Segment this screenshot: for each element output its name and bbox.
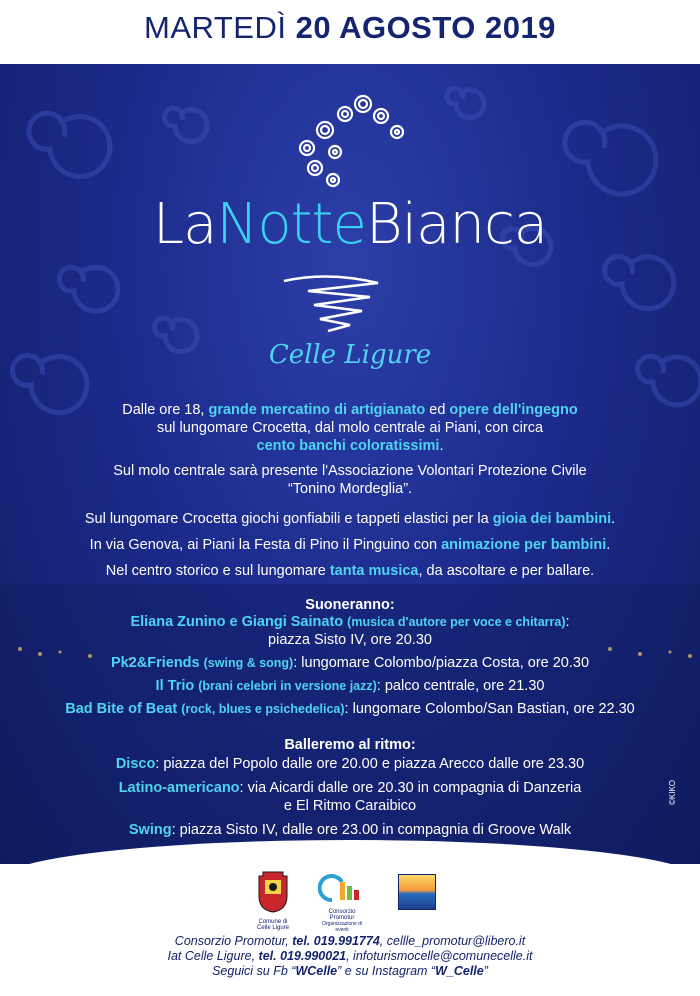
intro-paragraph-1 xyxy=(0,401,700,455)
dance-item xyxy=(0,779,700,815)
intro-text: ed xyxy=(425,402,450,418)
dance-item xyxy=(0,821,700,839)
intro-text: . xyxy=(611,511,616,527)
intro-text: Sul molo centrale sarà presente l'Associazione Volontari Protezione Civile xyxy=(113,463,587,479)
main-panel xyxy=(0,64,700,864)
comune-crest xyxy=(255,870,291,931)
photo-credit: ©KIKO xyxy=(668,779,677,805)
artist-name: Pk2&Friends xyxy=(110,655,200,671)
contact-email: , cellle_promotur@libero.it xyxy=(379,934,526,948)
artist-genre: (swing & song) xyxy=(203,656,294,670)
highlight-text: animazione per bambini xyxy=(441,537,607,553)
intro-text: . xyxy=(606,537,611,553)
dance-venue: : via Aicardi dalle ore 20.30 in compagnia di Danzeria xyxy=(239,780,582,796)
social-text: ” xyxy=(483,964,488,978)
music-heading: Suoneranno: xyxy=(305,597,395,613)
artist-genre: (rock, blues e psichedelica) xyxy=(181,702,345,716)
contact-text: Consorzio Promotur, xyxy=(174,934,293,948)
artist-name: Eliana Zunino e Giangi Sainato xyxy=(130,614,344,630)
separator: : xyxy=(376,678,381,694)
intro-paragraph-5 xyxy=(0,562,700,580)
crest-icon xyxy=(255,870,291,914)
contact-line-2 xyxy=(0,949,700,964)
harbour-picture-logo xyxy=(398,874,436,910)
highlight-text: cento banchi coloratissimi xyxy=(256,438,440,454)
contact-email: , infoturismocelle@comunecelle.it xyxy=(346,949,533,963)
dance-style: Disco xyxy=(115,756,156,772)
highlight-text: opere dell'ingegno xyxy=(449,402,578,418)
dance-heading: Balleremo al ritmo: xyxy=(284,737,416,753)
intro-text: Dalle ore 18, xyxy=(122,402,209,418)
social-line xyxy=(0,964,700,979)
dance-style: Swing xyxy=(128,822,172,838)
title-notte: Notte xyxy=(216,192,366,257)
music-item xyxy=(0,654,700,672)
social-text: ” e su Instagram “ xyxy=(337,964,436,978)
separator: : xyxy=(565,614,570,630)
dance-venue: : piazza Sisto IV, dalle ore 23.00 in compagnia di Groove Walk xyxy=(171,822,572,838)
title-bianca: Bianca xyxy=(365,192,548,257)
date-day: 20 AGOSTO 2019 xyxy=(295,10,556,45)
artist-venue: lungomare Colombo/piazza Costa, ore 20.30 xyxy=(297,655,590,671)
consorzio-logo xyxy=(318,874,366,933)
dance-venue: e El Ritmo Caraibico xyxy=(283,798,417,814)
artist-venue: palco centrale, ore 21.30 xyxy=(380,678,545,694)
instagram-handle: W_Celle xyxy=(435,964,484,978)
intro-paragraph-4 xyxy=(0,536,700,554)
facebook-handle: WCelle xyxy=(295,964,338,978)
artist-venue: lungomare Colombo/San Bastian, ore 22.30 xyxy=(348,701,635,717)
highlight-text: gioia dei bambini xyxy=(492,511,612,527)
music-item xyxy=(0,677,700,695)
consorzio-caption: Consorzio Promotur xyxy=(328,909,356,921)
intro-paragraph-2 xyxy=(0,462,700,498)
title-la: La xyxy=(152,192,217,257)
separator: : xyxy=(344,701,349,717)
contact-text: Iat Celle Ligure, xyxy=(167,949,259,963)
event-title xyxy=(0,192,700,257)
music-item xyxy=(0,613,700,649)
consorzio-subcaption: Organizzazione di eventi xyxy=(321,921,363,933)
artist-venue: piazza Sisto IV, ore 20.30 xyxy=(268,632,432,648)
date-weekday: MARTEDÌ xyxy=(144,10,287,45)
promotur-icon xyxy=(318,874,366,904)
intro-paragraph-3 xyxy=(0,510,700,528)
sponsor-logos xyxy=(0,870,700,940)
highlight-text: tanta musica xyxy=(329,563,419,579)
intro-text: Sul lungomare Crocetta giochi gonfiabili e tappeti elastici per la xyxy=(84,511,493,527)
artist-genre: (brani celebri in versione jazz) xyxy=(198,679,377,693)
artist-name: Il Trio xyxy=(155,678,195,694)
date-header xyxy=(0,0,700,64)
intro-text: , da ascoltare e per ballare. xyxy=(418,563,595,579)
contact-phone: tel. 019.991774 xyxy=(292,934,380,948)
footer xyxy=(0,840,700,996)
artist-genre: (musica d'autore per voce e chitarra) xyxy=(347,615,566,629)
contact-line-1 xyxy=(0,934,700,949)
dance-item xyxy=(0,755,700,773)
location-subtitle: Celle Ligure xyxy=(268,340,432,370)
contact-phone: tel. 019.990021 xyxy=(258,949,347,963)
comune-caption: Comune di Celle Ligure xyxy=(256,919,290,931)
wave-logo-icon xyxy=(278,269,388,339)
dance-venue: : piazza del Popolo dalle ore 20.00 e piazza Arecco dalle ore 23.30 xyxy=(155,756,585,772)
swirl-logo-icon xyxy=(285,82,415,192)
intro-text: “Tonino Mordeglia”. xyxy=(287,481,413,497)
artist-name: Bad Bite of Beat xyxy=(65,701,178,717)
music-item xyxy=(0,700,700,718)
dance-style: Latino-americano xyxy=(118,780,240,796)
intro-text: In via Genova, ai Piani la Festa di Pino il Pinguino con xyxy=(89,537,442,553)
intro-text: . xyxy=(439,438,444,454)
intro-text: Nel centro storico e sul lungomare xyxy=(105,563,330,579)
event-date xyxy=(0,10,700,46)
intro-text: sul lungomare Crocetta, dal molo centrale ai Piani, con circa xyxy=(156,420,544,436)
social-text: Seguici su Fb “ xyxy=(212,964,296,978)
separator: : xyxy=(293,655,298,671)
highlight-text: grande mercatino di artigianato xyxy=(208,402,426,418)
